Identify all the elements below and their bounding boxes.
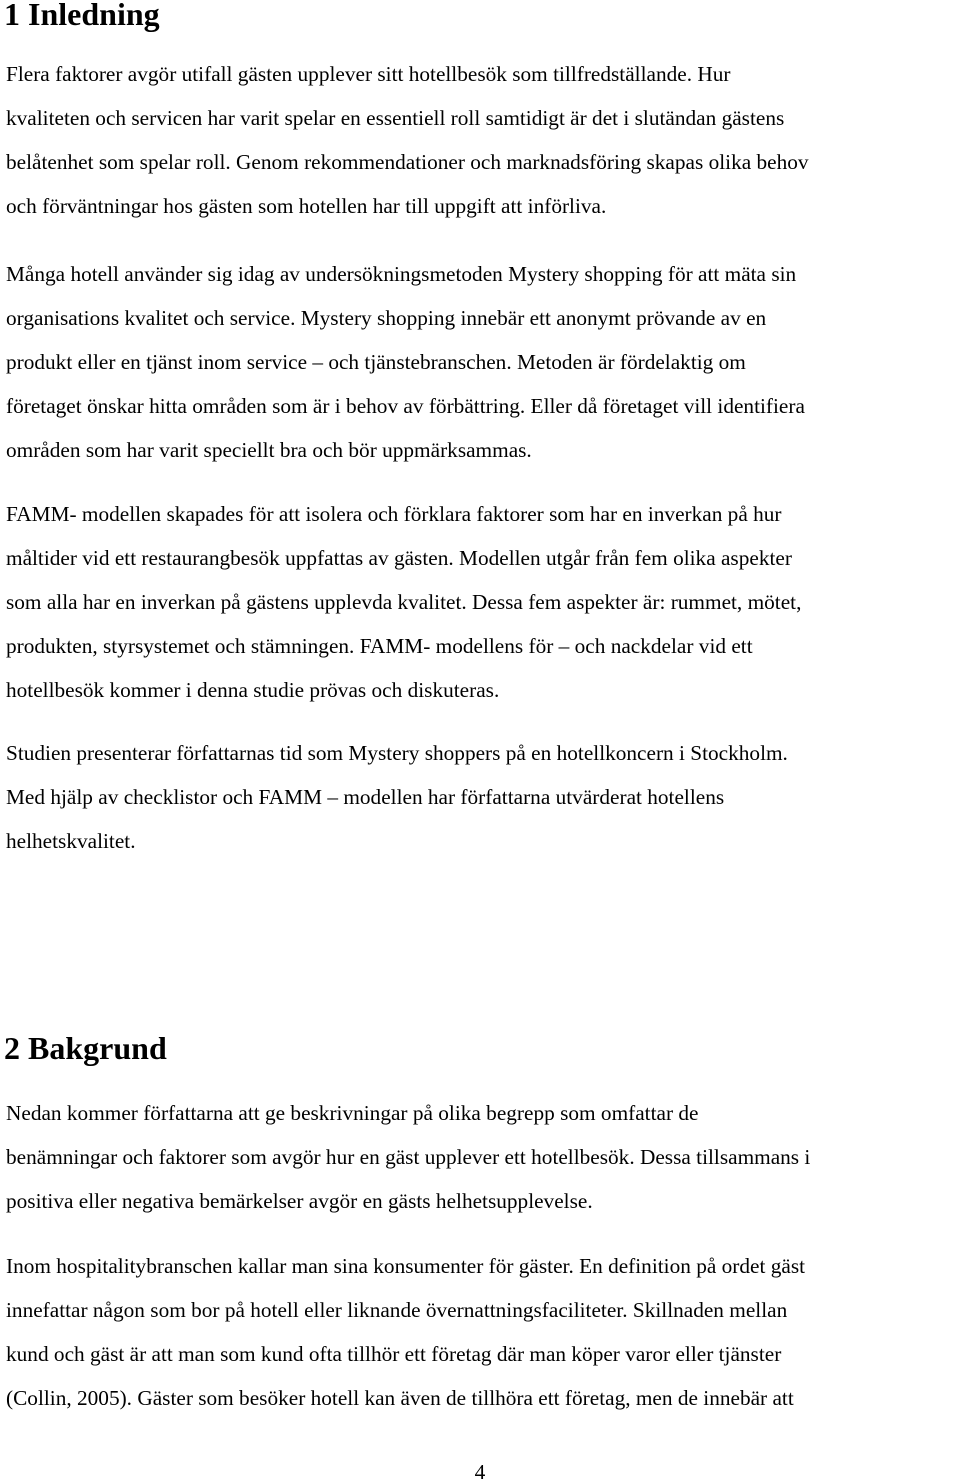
text-line: områden som har varit speciellt bra och bör uppmärksammas. (6, 438, 532, 462)
text-line: innefattar någon som bor på hotell eller liknande övernattningsfaciliteter. Skillnaden mellan (6, 1298, 788, 1322)
text-line: som alla har en inverkan på gästens upplevda kvalitet. Dessa fem aspekter är: rummet, mötet, (6, 590, 802, 614)
section-heading-inledning: 1 Inledning (4, 0, 160, 32)
text-line: Med hjälp av checklistor och FAMM – modellen har författarna utvärderat hotellens (6, 785, 725, 809)
paragraph-famm-model (6, 492, 958, 712)
text-line: (Collin, 2005). Gäster som besöker hotell kan även de tillhöra ett företag, men de innebär att (6, 1386, 794, 1410)
text-line: kund och gäst är att man som kund ofta tillhör ett företag där man köper varor eller tjänster (6, 1342, 782, 1366)
text-line: företaget önskar hitta områden som är i behov av förbättring. Eller då företaget vill identifiera (6, 394, 805, 418)
text-line: Många hotell använder sig idag av undersökningsmetoden Mystery shopping för att mäta sin (6, 262, 797, 286)
section-heading-bakgrund: 2 Bakgrund (4, 1030, 167, 1066)
paragraph-mystery-shopping (6, 252, 958, 472)
text-line: Nedan kommer författarna att ge beskrivningar på olika begrepp som omfattar de (6, 1101, 699, 1125)
text-line: benämningar och faktorer som avgör hur en gäst upplever ett hotellbesök. Dessa tillsammans i (6, 1145, 811, 1169)
paragraph-intro (6, 52, 958, 228)
text-line: och förväntningar hos gästen som hotellen har till uppgift att införliva. (6, 194, 607, 218)
text-line: FAMM- modellen skapades för att isolera och förklara faktorer som har en inverkan på hur (6, 502, 782, 526)
paragraph-guest-definition (6, 1244, 958, 1420)
text-line: Flera faktorer avgör utifall gästen upplever sitt hotellbesök som tillfredställande. Hur (6, 62, 731, 86)
paragraph-study (6, 731, 958, 863)
text-line: kvaliteten och servicen har varit spelar en essentiell roll samtidigt är det i slutändan gästens (6, 106, 785, 130)
text-line: måltider vid ett restaurangbesök uppfattas av gästen. Modellen utgår från fem olika aspekter (6, 546, 792, 570)
text-line: hotellbesök kommer i denna studie prövas och diskuteras. (6, 678, 500, 702)
text-line: Studien presenterar författarnas tid som Mystery shoppers på en hotellkoncern i Stockholm. (6, 741, 788, 765)
text-line: produkt eller en tjänst inom service – och tjänstebranschen. Metoden är fördelaktig om (6, 350, 746, 374)
text-line: helhetskvalitet. (6, 829, 136, 853)
page-number: 4 (474, 1460, 486, 1484)
text-line: belåtenhet som spelar roll. Genom rekommendationer och marknadsföring skapas olika behov (6, 150, 809, 174)
text-line: organisations kvalitet och service. Mystery shopping innebär ett anonymt prövande av en (6, 306, 767, 330)
text-line: Inom hospitalitybranschen kallar man sina konsumenter för gäster. En definition på ordet gäst (6, 1254, 806, 1278)
paragraph-background-intro (6, 1091, 958, 1223)
text-line: positiva eller negativa bemärkelser avgör en gästs helhetsupplevelse. (6, 1189, 593, 1213)
text-line: produkten, styrsystemet och stämningen. FAMM- modellens för – och nackdelar vid ett (6, 634, 753, 658)
